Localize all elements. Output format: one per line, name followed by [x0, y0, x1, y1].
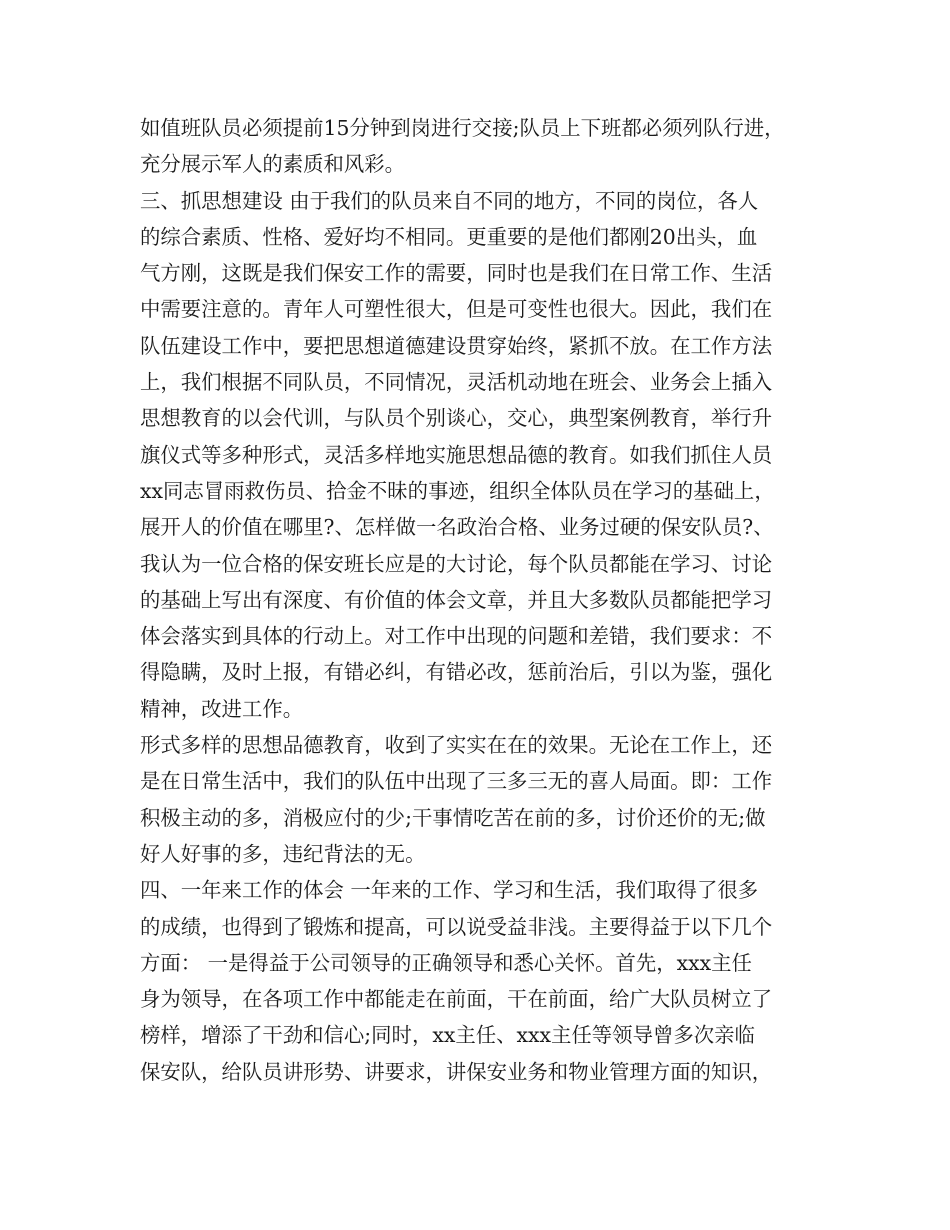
text-line: 思想教育的以会代训，与队员个别谈心，交心，典型案例教育，举行升 [140, 406, 773, 431]
text-line: 的基础上写出有深度、有价值的体会文章，并且大多数队员都能把学习 [140, 587, 773, 612]
text-line: 形式多样的思想品德教育，收到了实实在在的效果。无论在工作上，还 [140, 733, 773, 758]
text-line: 三、抓思想建设 由于我们的队员来自不同的地方，不同的岗位，各人 [140, 188, 759, 213]
text-line: xx同志冒雨救伤员、拾金不昧的事迹，组织全体队员在学习的基础上， [140, 478, 775, 503]
text-line: 体会落实到具体的行动上。对工作中出现的问题和差错，我们要求：不 [140, 624, 773, 649]
text-line: 充分展示军人的素质和风彩。 [140, 152, 406, 177]
text-line: 身为领导，在各项工作中都能走在前面，干在前面，给广大队员树立了 [140, 987, 773, 1012]
text-line: 如值班队员必须提前15分钟到岗进行交接;队员上下班都必须列队行进， [140, 116, 785, 140]
document-body [140, 110, 830, 1090]
text-line: 的综合素质、性格、爱好均不相同。更重要的是他们都刚20出头，血 [140, 224, 758, 249]
text-line: 是在日常生活中，我们的队伍中出现了三多三无的喜人局面。即：工作 [140, 769, 773, 794]
text-line: 方面： 一是得益于公司领导的正确领导和悉心关怀。首先，xxx主任 [140, 950, 752, 975]
text-line: 我认为一位合格的保安班长应是的大讨论，每个队员都能在学习、讨论 [140, 551, 773, 576]
text-line: 旗仪式等多种形式，灵活多样地实施思想品德的教育。如我们抓住人员 [140, 442, 773, 467]
text-line: 得隐瞒，及时上报，有错必纠，有错必改，惩前治后，引以为鉴，强化 [140, 660, 773, 685]
text-line: 的成绩，也得到了锻炼和提高，可以说受益非浅。主要得益于以下几个 [140, 914, 773, 939]
text-line: 队伍建设工作中，要把思想道德建设贯穿始终，紧抓不放。在工作方法 [140, 333, 773, 358]
text-line: 展开人的价值在哪里?、怎样做一名政治合格、业务过硬的保安队员?、 [140, 515, 774, 540]
text-line: 中需要注意的。青年人可塑性很大，但是可变性也很大。因此，我们在 [140, 297, 773, 322]
text-line: 保安队，给队员讲形势、讲要求，讲保安业务和物业管理方面的知识， [140, 1059, 773, 1084]
text-line: 积极主动的多，消极应付的少;干事情吃苦在前的多，讨价还价的无;做 [140, 805, 766, 830]
text-line: 气方刚，这既是我们保安工作的需要，同时也是我们在日常工作、生活 [140, 261, 773, 286]
text-line: 上，我们根据不同队员，不同情况，灵活机动地在班会、业务会上插入 [140, 370, 773, 395]
text-line: 好人好事的多，违纪背法的无。 [140, 841, 426, 866]
text-line: 四、一年来工作的体会 一年来的工作、学习和生活，我们取得了很多 [140, 878, 759, 903]
text-line: 榜样，增添了干劲和信心;同时，xx主任、xxx主任等领导曾多次亲临 [140, 1023, 755, 1048]
text-line: 精神，改进工作。 [140, 696, 304, 721]
